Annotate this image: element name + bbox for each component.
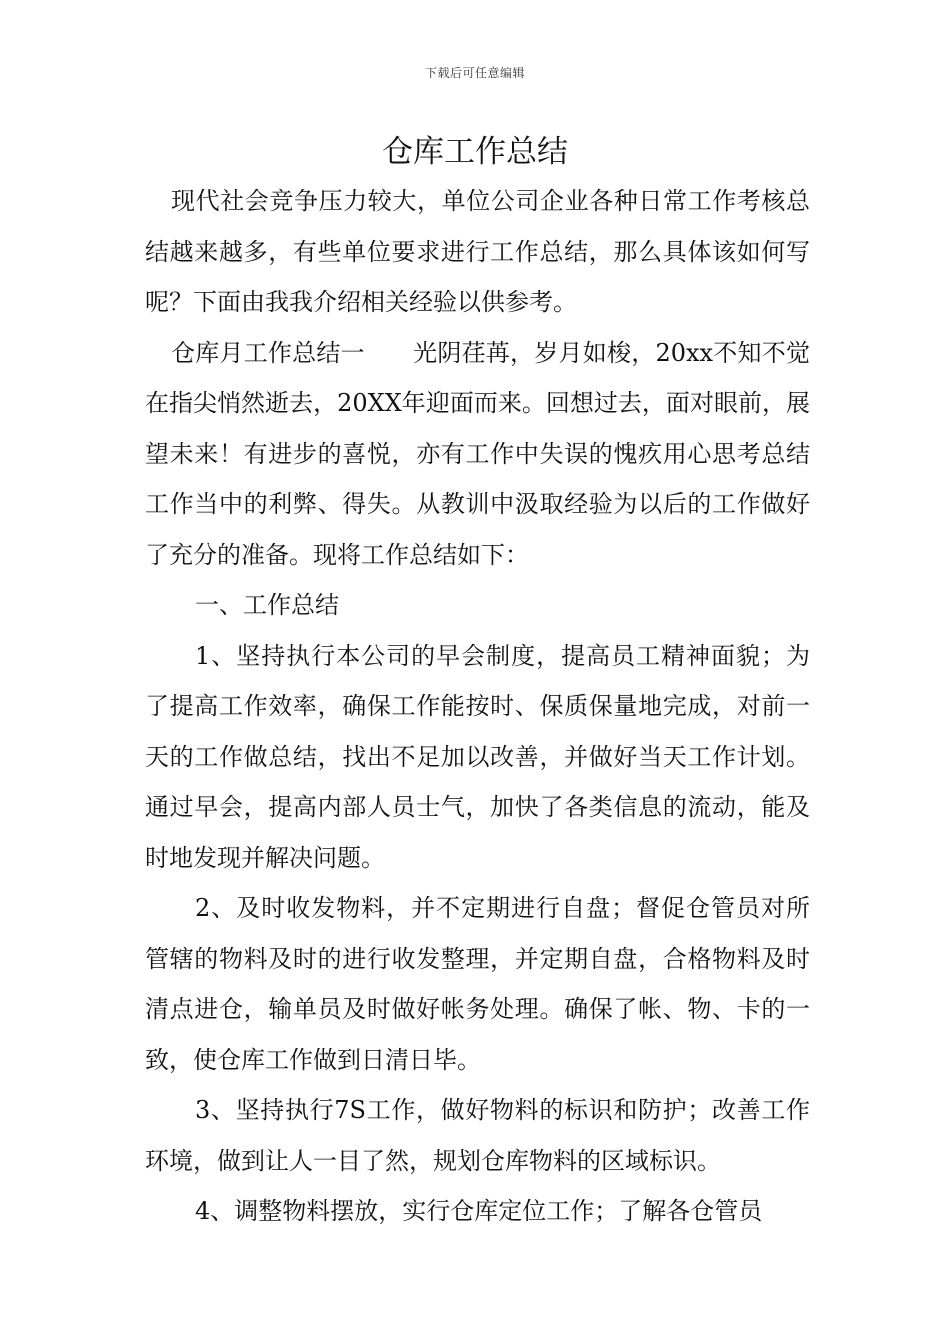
section-heading-work-summary: 一、工作总结 [195,591,339,619]
document-body [145,176,810,1237]
document-title: 仓库工作总结 [382,134,568,170]
monthly-summary-label: 仓库月工作总结一 [171,338,365,367]
header-note: 下载后可任意编辑 [424,66,525,80]
list-item-4: 4、调整物料摆放，实行仓库定位工作；了解各仓管员 [195,1197,763,1225]
list-item-2: 2、及时收发物料，并不定期进行自盘；督促仓管员对所管辖的物料及时的进行收发整理，并定期自盘，合格物料及时清点进仓，输单员及时做好帐务处理。确保了帐、物、卡的一致，使仓库工作做到日清日毕。 [145,894,810,1074]
list-item-3: 3、坚持执行7S工作，做好物料的标识和防护；改善工作环境，做到让人一目了然，规划仓库物料的区域标识。 [145,1096,810,1175]
intro-paragraph: 现代社会竞争压力较大，单位公司企业各种日常工作考核总结越来越多，有些单位要求进行工作总结，那么具体该如何写呢？下面由我我介绍相关经验以供参考。 [145,187,810,316]
monthly-summary-paragraph [145,328,810,581]
list-item-1: 1、坚持执行本公司的早会制度，提高员工精神面貌；为了提高工作效率，确保工作能按时、保质保量地完成，对前一天的工作做总结，找出不足加以改善，并做好当天工作计划。通过早会，提高内部人员士气，加快了各类信息的流动，能及时地发现并解决问题。 [145,641,810,872]
monthly-summary-text: 光阴荏苒，岁月如梭，20xx不知不觉在指尖悄然逝去，20XX年迎面而来。回想过去，面对眼前，展望未来！有进步的喜悦，亦有工作中失误的愧疚用心思考总结工作当中的利弊、得失。从教训中汲取经验为以后的工作做好了充分的准备。现将工作总结如下： [145,338,810,569]
